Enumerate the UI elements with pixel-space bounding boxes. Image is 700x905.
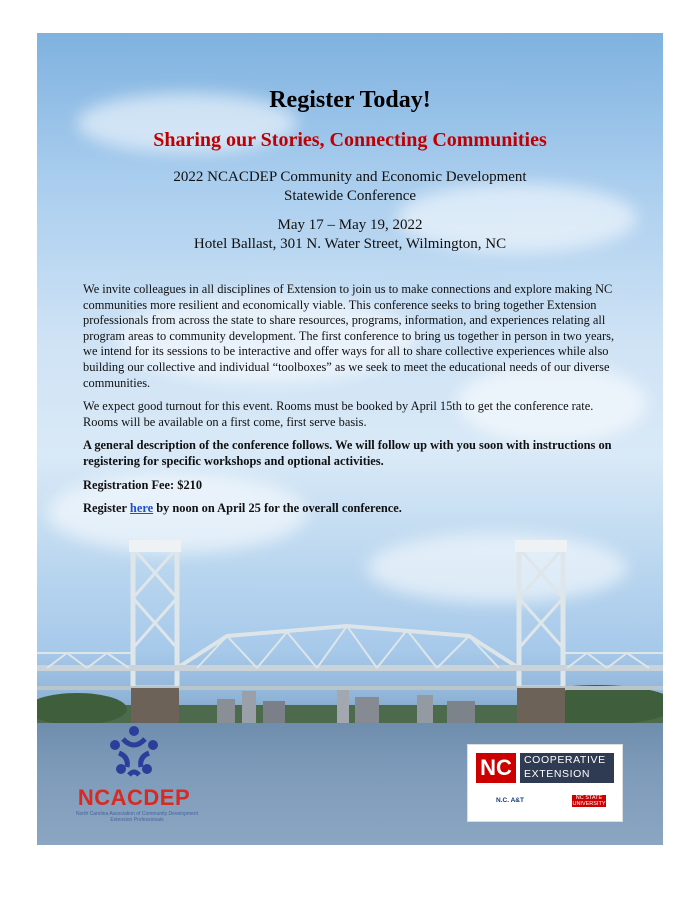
people-circle-icon xyxy=(103,723,165,783)
register-here-link[interactable]: here xyxy=(129,501,154,516)
rooms-paragraph: We expect good turnout for this event. Rooms must be booked by April 15th to get the conference rate. Rooms will be available on a first come, first serve basis. xyxy=(83,399,594,429)
ncacdep-logo xyxy=(59,723,209,835)
event-venue: Hotel Ballast, 301 N. Water Street, Wilmington, NC xyxy=(193,236,507,252)
register-paragraph xyxy=(83,501,623,517)
conference-name xyxy=(37,168,663,206)
cooperative-extension-wordmark xyxy=(520,753,614,783)
general-description-paragraph: A general description of the conference follows. We will follow up with you soon with instructions on registering for specific workshops and optional activities. xyxy=(83,438,612,468)
poster-background xyxy=(37,33,663,845)
bridge-illustration xyxy=(37,538,663,728)
conference-line-1: 2022 NCACDEP Community and Economic Development xyxy=(173,169,527,185)
register-prefix: Register xyxy=(83,501,130,516)
subtitle: Sharing our Stories, Connecting Communities xyxy=(153,129,547,151)
nc-aandt-logo: N.C. A&T xyxy=(496,797,524,804)
event-dates: May 17 – May 19, 2022 xyxy=(277,217,423,233)
registration-fee: Registration Fee: $210 xyxy=(83,477,203,492)
ncacdep-wordmark: NCACDEP xyxy=(77,785,191,810)
body-text xyxy=(83,282,623,525)
nc-mark: NC xyxy=(476,753,516,783)
nc-cooperative-extension-logo xyxy=(467,744,623,822)
cooperative-label: COOPERATIVE xyxy=(524,754,606,766)
ncacdep-tagline: North Carolina Association of Community Development Extension Professionals xyxy=(76,811,198,823)
nc-state-logo: NC STATE UNIVERSITY xyxy=(572,795,606,807)
conference-line-2: Statewide Conference xyxy=(283,188,417,204)
register-suffix: by noon on April 25 for the overall conference. xyxy=(153,501,402,516)
headline: Register Today! xyxy=(269,87,431,113)
extension-label: EXTENSION xyxy=(524,768,591,780)
event-details xyxy=(37,216,663,254)
invite-paragraph: We invite colleagues in all disciplines of Extension to join us to make connections and explore making NC communities more resilient and economically viable. This conference seeks to bring together Extension professionals from across the state to share resources, programs, information, and experiences relating all program areas to community development. The first conference to bring us together in person in two years, we intend for its sessions to be interactive and offer ways for all to share collective experiences while also building our collective and individual “toolboxes” as we seek to meet the educational needs of our diverse communities. xyxy=(83,282,615,390)
